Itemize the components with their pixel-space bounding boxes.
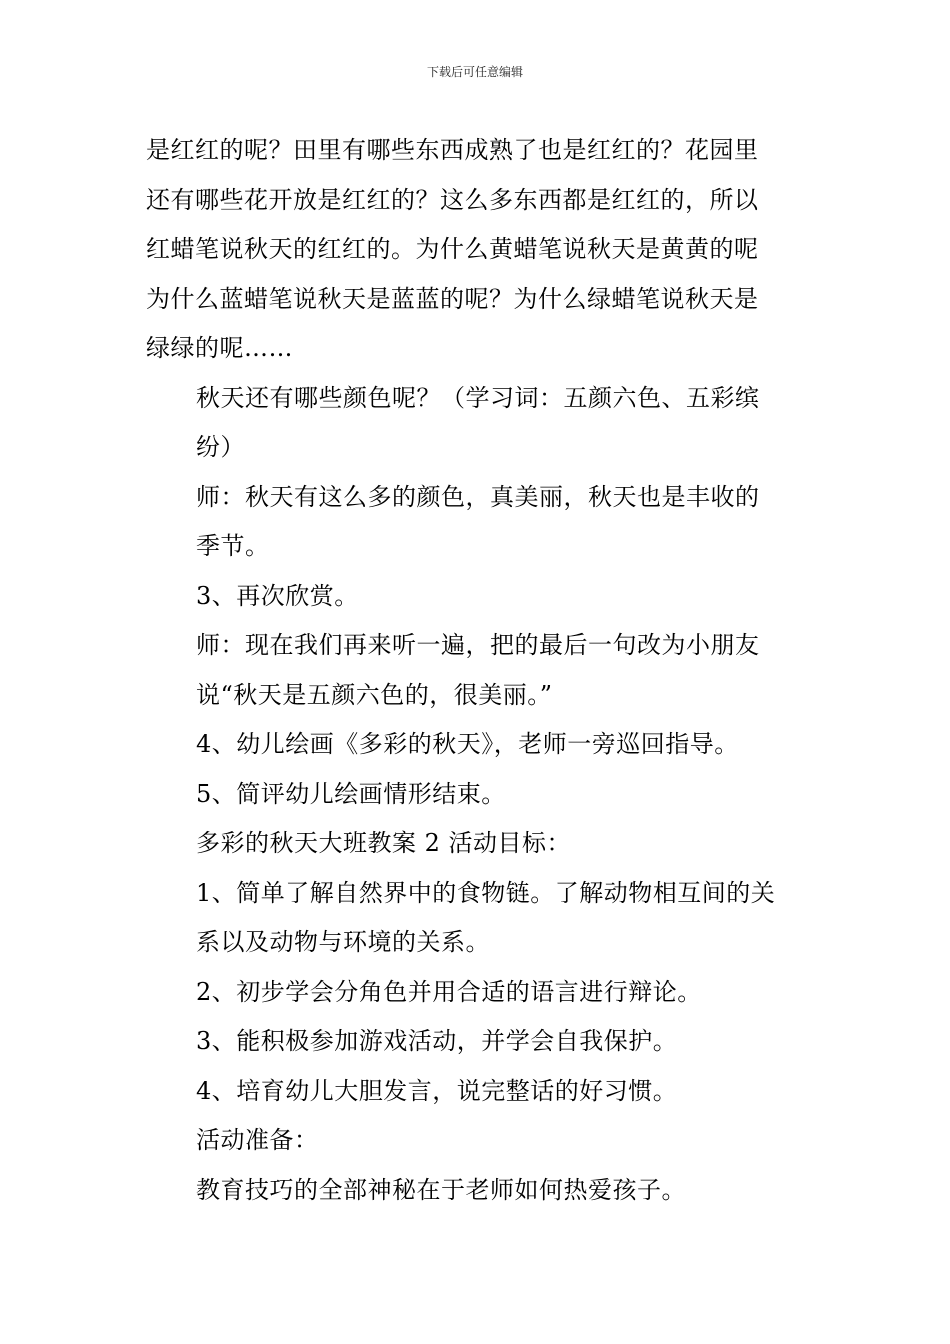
text-line: 2、初步学会分角色并用合适的语言进行辩论。: [196, 977, 702, 1006]
text-line: 3、能积极参加游戏活动，并学会自我保护。: [196, 1027, 678, 1055]
paragraph: [146, 968, 808, 1018]
text-line: 活动准备：: [196, 1126, 319, 1154]
page-header: 下载后可任意编辑: [426, 65, 523, 79]
paragraph: [146, 720, 808, 770]
text-line: 教育技巧的全部神秘在于老师如何热爱孩子。: [196, 1175, 686, 1204]
paragraph: [146, 621, 808, 720]
document-body: [146, 126, 808, 1215]
text-line: 说“秋天是五颜六色的，很美丽。”: [196, 680, 553, 709]
paragraph: [146, 770, 808, 820]
paragraph: [146, 374, 808, 473]
text-line: 绿绿的呢……: [146, 334, 293, 362]
text-line: 多彩的秋天大班教案 2 活动目标：: [196, 829, 572, 857]
text-line: 师：现在我们再来听一遍，把的最后一句改为小朋友: [196, 631, 760, 659]
paragraph: [146, 1116, 808, 1166]
text-line: 系以及动物与环境的关系。: [196, 928, 490, 956]
text-line: 为什么蓝蜡笔说秋天是蓝蓝的呢？为什么绿蜡笔说秋天是: [146, 284, 759, 313]
paragraph: [146, 126, 808, 374]
paragraph: [146, 473, 808, 572]
text-line: 师：秋天有这么多的颜色，真美丽，秋天也是丰收的: [196, 482, 760, 511]
paragraph: [146, 1017, 808, 1067]
paragraph: [146, 1067, 808, 1117]
text-line: 纷）: [196, 433, 245, 461]
text-line: 5、简评幼儿绘画情形结束。: [196, 779, 506, 808]
text-line: 3、再次欣赏。: [196, 581, 359, 610]
text-line: 4、幼儿绘画《多彩的秋天》，老师一旁巡回指导。: [196, 730, 739, 758]
text-line: 红蜡笔说秋天的红红的。为什么黄蜡笔说秋天是黄黄的呢: [146, 235, 759, 263]
text-line: 还有哪些花开放是红红的？这么多东西都是红红的，所以: [146, 185, 759, 214]
text-line: 1、简单了解自然界中的食物链。了解动物相互间的关: [196, 878, 776, 907]
paragraph: [146, 572, 808, 622]
text-line: 秋天还有哪些颜色呢？（学习词：五颜六色、五彩缤: [196, 383, 760, 412]
paragraph: [146, 819, 808, 869]
paragraph: [146, 1166, 808, 1216]
paragraph: [146, 869, 808, 968]
text-line: 是红红的呢？田里有哪些东西成熟了也是红红的？花园里: [146, 136, 759, 164]
text-line: 4、培育幼儿大胆发言，说完整话的好习惯。: [196, 1076, 678, 1105]
text-line: 季节。: [196, 532, 270, 560]
